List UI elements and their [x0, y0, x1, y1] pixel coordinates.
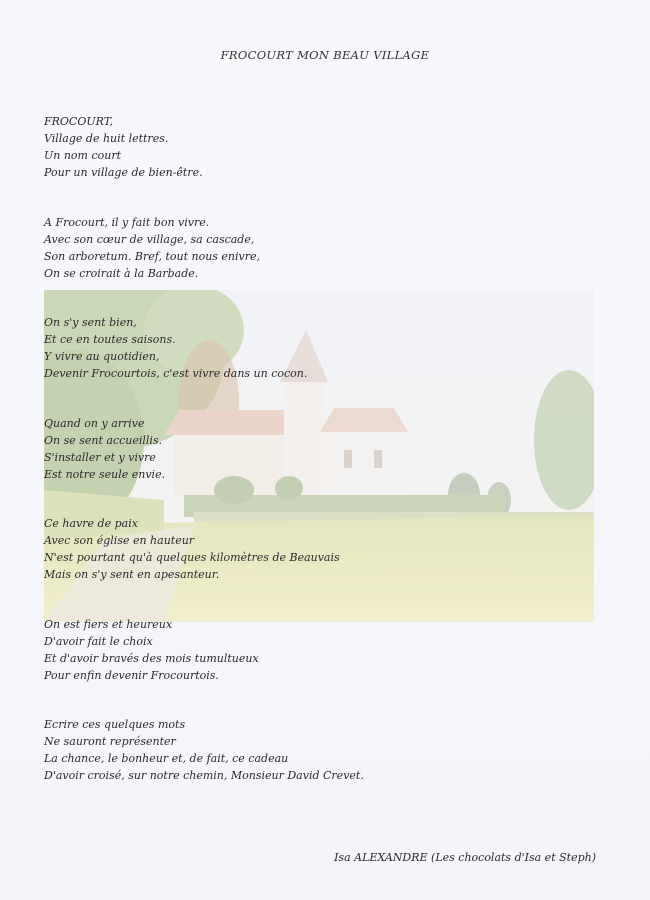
stanza-line: On se croirait à la Barbade. — [44, 267, 199, 280]
stanza-line: D'avoir fait le choix — [44, 635, 153, 648]
stanza-line: Devenir Frocourtois, c'est vivre dans un cocon. — [44, 367, 308, 380]
stanza-line: N'est pourtant qu'à quelques kilomètres de Beauvais — [44, 551, 340, 564]
stanza-line: Village de huit lettres. — [44, 132, 169, 145]
stanza-line: S'installer et y vivre — [44, 451, 156, 464]
stanza-line: Pour un village de bien-être. — [44, 166, 203, 179]
stanza-line: Ce havre de paix — [44, 517, 138, 530]
stanza-line: On est fiers et heureux — [44, 618, 173, 631]
stanza-line: Avec son cœur de village, sa cascade, — [44, 233, 255, 246]
stanza-line: La chance, le bonheur et, de fait, ce cadeau — [44, 752, 289, 765]
stanza-4 — [44, 415, 604, 483]
stanza-line: Mais on s'y sent en apesanteur. — [44, 568, 220, 581]
stanza-line: Et d'avoir bravés des mois tumultueux — [44, 652, 259, 665]
stanza-line: On s'y sent bien, — [44, 316, 137, 329]
stanza-line: Y vivre au quotidien, — [44, 350, 160, 363]
stanza-line: Ecrire ces quelques mots — [44, 718, 186, 731]
stanza-line: Son arboretum. Bref, tout nous enivre, — [44, 250, 261, 263]
stanza-line: Un nom court — [44, 149, 122, 162]
poem-title: FROCOURT MON BEAU VILLAGE — [220, 48, 430, 62]
stanza-2 — [44, 214, 604, 282]
stanza-5 — [44, 515, 604, 583]
stanza-1 — [44, 113, 604, 181]
stanza-line: Avec son église en hauteur — [44, 534, 195, 547]
stanza-3 — [44, 314, 604, 382]
stanza-line: Quand on y arrive — [44, 417, 145, 430]
stanza-line: FROCOURT, — [44, 115, 113, 128]
stanza-7 — [44, 716, 604, 784]
stanza-line: A Frocourt, il y fait bon vivre. — [44, 216, 210, 229]
stanza-line: Et ce en toutes saisons. — [44, 333, 176, 346]
stanza-line: On se sent accueillis. — [44, 434, 163, 447]
stanza-line: D'avoir croisé, sur notre chemin, Monsieur David Crevet. — [44, 769, 364, 782]
stanza-line: Est notre seule envie. — [44, 468, 166, 481]
stanza-line: Ne sauront représenter — [44, 735, 176, 748]
author-signature: Isa ALEXANDRE (Les chocolats d'Isa et Steph) — [334, 851, 596, 864]
stanza-line: Pour enfin devenir Frocourtois. — [44, 669, 219, 682]
stanza-6 — [44, 616, 604, 684]
